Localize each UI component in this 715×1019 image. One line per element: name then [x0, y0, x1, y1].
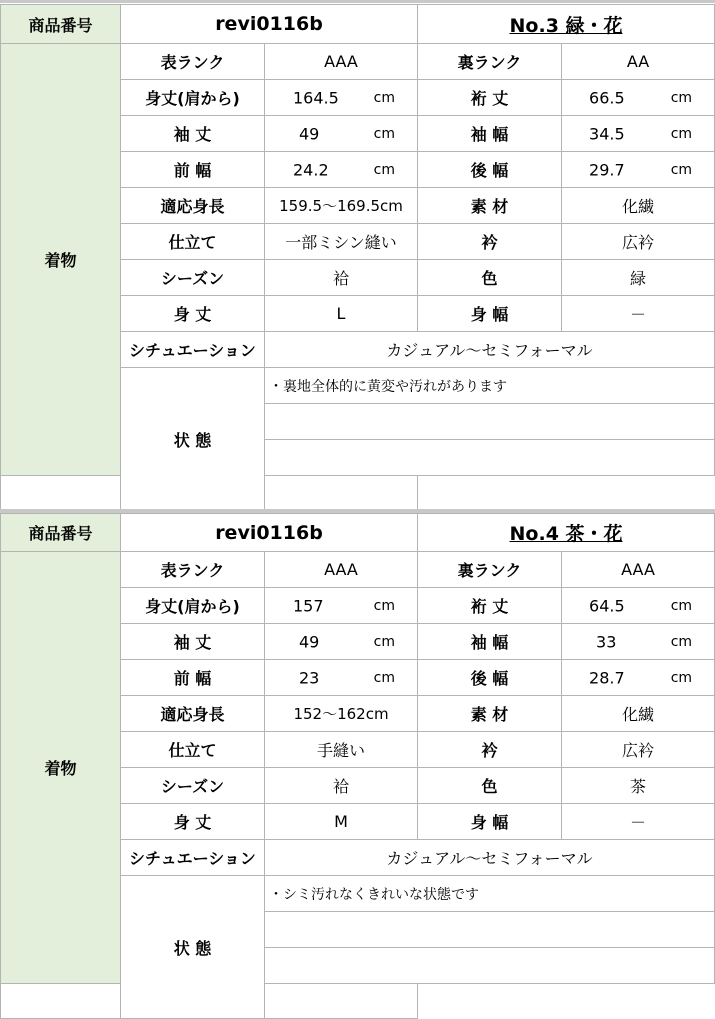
collar-value: 広衿 [562, 732, 715, 768]
sleeve-width-cell [562, 624, 715, 660]
back-width-value: 28.7 [589, 668, 625, 687]
tailoring-label: 仕立て [121, 224, 265, 260]
back-width-value: 29.7 [589, 160, 625, 179]
height-label: 適応身長 [121, 188, 265, 224]
condition-note [265, 404, 715, 440]
collar-label: 衿 [418, 732, 562, 768]
size-width-label: 身 幅 [418, 804, 562, 840]
collar-label: 衿 [418, 224, 562, 260]
sleeve-length-value: 49 [299, 124, 320, 143]
material-value: 化繊 [562, 696, 715, 732]
front-width-unit: cm [373, 161, 396, 178]
back-width-cell [562, 660, 715, 696]
front-rank-value: AAA [265, 44, 418, 80]
size-width-value: － [562, 296, 715, 332]
front-rank-label: 表ランク [121, 44, 265, 80]
product-number-label: 商品番号 [1, 514, 121, 552]
product-code: revi0116b [121, 514, 418, 552]
length-value: 164.5 [293, 88, 339, 107]
season-label: シーズン [121, 260, 265, 296]
collar-value: 広衿 [562, 224, 715, 260]
item-number: No.4 茶・花 [418, 514, 715, 552]
condition-note [1, 476, 418, 512]
size-length-value: M [265, 804, 418, 840]
back-rank-value: AAA [562, 552, 715, 588]
yuki-unit: cm [670, 597, 693, 614]
size-length-label: 身 丈 [121, 804, 265, 840]
product-table-1 [0, 4, 715, 512]
yuki-unit: cm [670, 89, 693, 106]
back-rank-label: 裏ランク [418, 44, 562, 80]
condition-note [265, 440, 715, 476]
length-label: 身丈(肩から) [121, 80, 265, 116]
sleeve-width-label: 袖 幅 [418, 116, 562, 152]
material-label: 素 材 [418, 188, 562, 224]
tailoring-label: 仕立て [121, 732, 265, 768]
length-value: 157 [293, 596, 324, 615]
yuki-label: 裄 丈 [418, 588, 562, 624]
front-width-cell [265, 660, 418, 696]
sleeve-width-unit: cm [670, 125, 693, 142]
top-grid-line [0, 0, 715, 3]
color-label: 色 [418, 768, 562, 804]
item-number: No.3 緑・花 [418, 5, 715, 44]
yuki-label: 裄 丈 [418, 80, 562, 116]
length-label: 身丈(肩から) [121, 588, 265, 624]
front-width-cell [265, 152, 418, 188]
sleeve-length-value: 49 [299, 632, 320, 651]
situation-value: カジュアル～セミフォーマル [265, 840, 715, 876]
condition-note: ・シミ汚れなくきれいな状態です [265, 876, 715, 912]
category-label: 着物 [1, 552, 121, 984]
yuki-value: 66.5 [589, 88, 625, 107]
front-width-value: 24.2 [293, 160, 329, 179]
back-width-cell [562, 152, 715, 188]
sleeve-length-unit: cm [373, 125, 396, 142]
front-width-label: 前 幅 [121, 152, 265, 188]
situation-label: シチュエーション [121, 840, 265, 876]
condition-label: 状 態 [121, 876, 265, 1019]
back-width-label: 後 幅 [418, 152, 562, 188]
material-value: 化繊 [562, 188, 715, 224]
category-label: 着物 [1, 44, 121, 476]
color-label: 色 [418, 260, 562, 296]
size-length-label: 身 丈 [121, 296, 265, 332]
sleeve-width-unit: cm [670, 633, 693, 650]
front-width-value: 23 [299, 668, 320, 687]
condition-note: ・裏地全体的に黄変や汚れがあります [265, 368, 715, 404]
height-label: 適応身長 [121, 696, 265, 732]
front-rank-label: 表ランク [121, 552, 265, 588]
size-width-value: － [562, 804, 715, 840]
sleeve-length-label: 袖 丈 [121, 116, 265, 152]
tailoring-value: 手縫い [265, 732, 418, 768]
yuki-cell [562, 588, 715, 624]
product-table-2 [0, 513, 715, 1019]
length-cell [265, 80, 418, 116]
back-rank-value: AA [562, 44, 715, 80]
yuki-value: 64.5 [589, 596, 625, 615]
back-width-unit: cm [670, 669, 693, 686]
color-value: 緑 [562, 260, 715, 296]
size-width-label: 身 幅 [418, 296, 562, 332]
back-rank-label: 裏ランク [418, 552, 562, 588]
situation-label: シチュエーション [121, 332, 265, 368]
front-rank-value: AAA [265, 552, 418, 588]
back-width-unit: cm [670, 161, 693, 178]
material-label: 素 材 [418, 696, 562, 732]
sleeve-width-value: 33 [596, 632, 617, 651]
sleeve-length-cell [265, 116, 418, 152]
yuki-cell [562, 80, 715, 116]
back-width-label: 後 幅 [418, 660, 562, 696]
sleeve-width-cell [562, 116, 715, 152]
condition-label: 状 態 [121, 368, 265, 512]
height-value: 152～162cm [265, 696, 418, 732]
sleeve-length-cell [265, 624, 418, 660]
color-value: 茶 [562, 768, 715, 804]
sleeve-width-value: 34.5 [589, 124, 625, 143]
height-value: 159.5～169.5cm [265, 188, 418, 224]
season-label: シーズン [121, 768, 265, 804]
condition-note [265, 948, 715, 984]
condition-note [1, 984, 418, 1019]
size-length-value: L [265, 296, 418, 332]
season-value: 袷 [265, 260, 418, 296]
tailoring-value: 一部ミシン縫い [265, 224, 418, 260]
season-value: 袷 [265, 768, 418, 804]
length-cell [265, 588, 418, 624]
length-unit: cm [373, 89, 396, 106]
product-number-label: 商品番号 [1, 5, 121, 44]
sleeve-length-unit: cm [373, 633, 396, 650]
front-width-label: 前 幅 [121, 660, 265, 696]
condition-note [265, 912, 715, 948]
sleeve-width-label: 袖 幅 [418, 624, 562, 660]
length-unit: cm [373, 597, 396, 614]
sleeve-length-label: 袖 丈 [121, 624, 265, 660]
product-code: revi0116b [121, 5, 418, 44]
situation-value: カジュアル～セミフォーマル [265, 332, 715, 368]
front-width-unit: cm [373, 669, 396, 686]
